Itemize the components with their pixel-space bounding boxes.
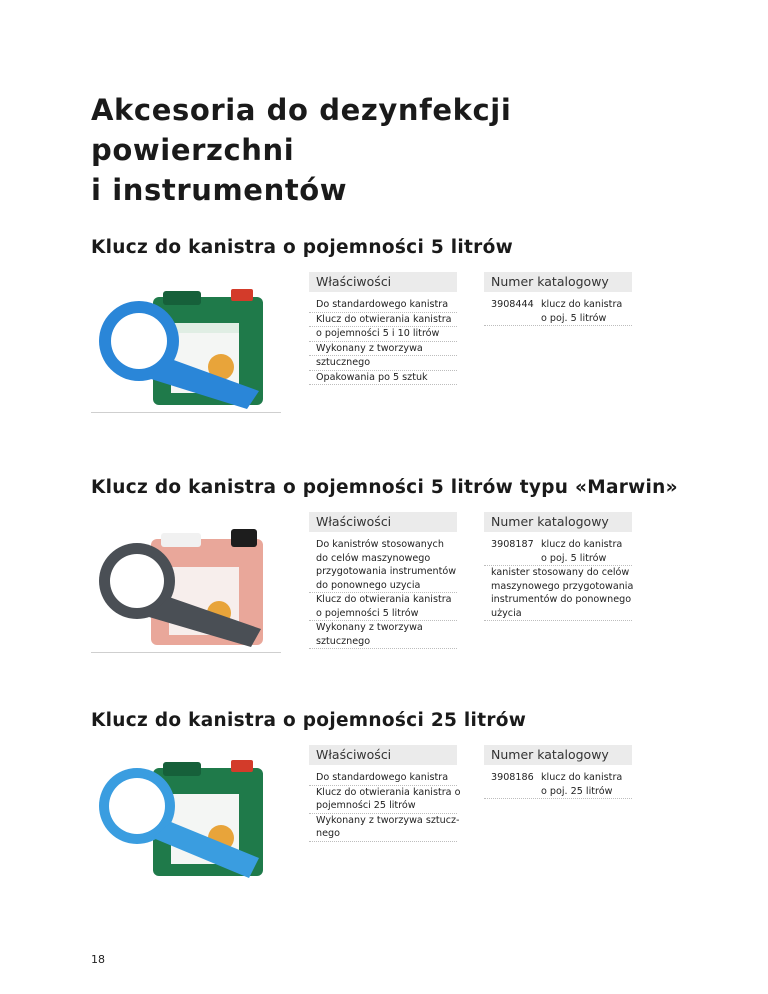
catalog-number: 3908444 bbox=[491, 299, 534, 310]
property-line: o pojemności 5 litrów bbox=[309, 607, 457, 622]
catalog-header: Numer katalogowy bbox=[484, 272, 632, 292]
property-line: o pojemności 5 i 10 litrów bbox=[309, 327, 457, 342]
catalog-description: o poj. 5 litrów bbox=[541, 312, 607, 324]
page-title bbox=[91, 90, 691, 210]
catalog-note-line: użycia bbox=[484, 607, 632, 622]
catalog-column bbox=[484, 512, 632, 621]
property-line: sztucznego bbox=[309, 635, 457, 650]
properties-column bbox=[309, 745, 461, 842]
property-line: Klucz do otwierania kanistra o bbox=[316, 786, 461, 798]
catalog-number: 3908186 bbox=[491, 772, 534, 783]
catalog-description: klucz do kanistra bbox=[541, 539, 623, 550]
catalog-row bbox=[484, 771, 632, 799]
property-line: przygotowania instrumentów bbox=[316, 566, 457, 577]
property-line: pojemności 25 litrów bbox=[309, 799, 457, 814]
property-line: nego bbox=[309, 827, 457, 842]
catalog-column bbox=[484, 272, 632, 326]
property-line: Do standardowego kanistra bbox=[309, 298, 457, 313]
property-line: do ponownego uzycia bbox=[309, 579, 457, 594]
catalog-note-line: instrumentów do ponownego bbox=[491, 594, 632, 605]
property-line: Klucz do otwierania kanistra bbox=[309, 313, 457, 328]
property-line: Wykonany z tworzywa sztucz- bbox=[316, 814, 460, 826]
property-line: Klucz do otwierania kanistra bbox=[316, 594, 452, 605]
property-line: Wykonany z tworzywa bbox=[309, 342, 457, 357]
properties-column bbox=[309, 512, 457, 649]
section-title: Klucz do kanistra o pojemności 5 litrów bbox=[91, 237, 513, 258]
page-title-line-2: i instrumentów bbox=[91, 173, 348, 207]
properties-header: Właściwości bbox=[309, 272, 457, 292]
property-line: Wykonany z tworzywa bbox=[316, 622, 423, 633]
property-line: Do kanistrów stosowanych bbox=[316, 539, 444, 550]
property-line: Opakowania po 5 sztuk bbox=[309, 371, 457, 386]
product-image-canister-key-5l bbox=[91, 287, 281, 413]
section-title: Klucz do kanistra o pojemności 5 litrów typu «Marwin» bbox=[91, 477, 678, 498]
property-line: Do standardowego kanistra bbox=[309, 771, 457, 786]
catalog-description: o poj. 25 litrów bbox=[541, 785, 613, 797]
catalog-header: Numer katalogowy bbox=[484, 745, 632, 765]
catalog-column bbox=[484, 745, 632, 799]
properties-header: Właściwości bbox=[309, 512, 457, 532]
catalog-note-line: kanister stosowany do celów bbox=[491, 567, 630, 578]
section-title: Klucz do kanistra o pojemności 25 litrów bbox=[91, 710, 527, 731]
product-image-canister-key-25l bbox=[91, 758, 281, 883]
catalog-row bbox=[484, 538, 632, 566]
page-number: 18 bbox=[91, 953, 105, 966]
catalog-description: klucz do kanistra bbox=[541, 299, 623, 310]
catalog-row bbox=[484, 298, 632, 326]
catalog-description: o poj. 5 litrów bbox=[541, 552, 607, 564]
property-line: do celów maszynowego bbox=[316, 552, 431, 564]
product-section-1 bbox=[91, 235, 691, 383]
properties-header: Właściwości bbox=[309, 745, 457, 765]
properties-column bbox=[309, 272, 457, 385]
product-section-2 bbox=[91, 475, 691, 647]
catalog-number: 3908187 bbox=[491, 539, 534, 550]
catalog-description: klucz do kanistra bbox=[541, 772, 623, 783]
product-section-3 bbox=[91, 708, 691, 839]
property-line: sztucznego bbox=[309, 356, 457, 371]
page-title-line-1: Akcesoria do dezynfekcji powierzchni bbox=[91, 93, 512, 167]
product-image-canister-key-marwin bbox=[91, 527, 281, 653]
catalog-header: Numer katalogowy bbox=[484, 512, 632, 532]
catalog-note-line: maszynowego przygotowania bbox=[491, 580, 634, 592]
